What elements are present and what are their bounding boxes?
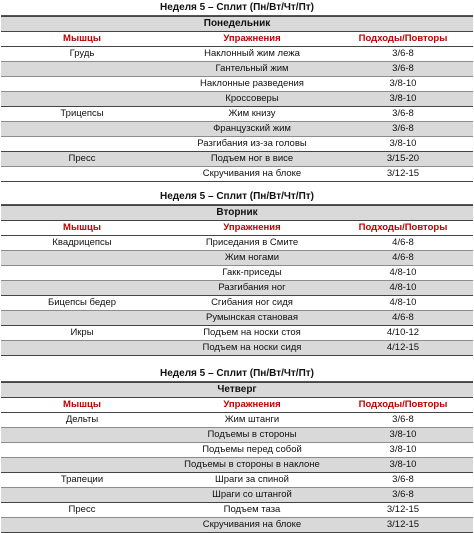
muscle-cell: Пресс <box>68 504 96 515</box>
sets-cell: 4/6-8 <box>392 237 414 248</box>
exercise-cell: Приседания в Смите <box>205 237 299 248</box>
table-row <box>1 518 473 533</box>
exercise-cell: Разгибания ног <box>218 282 286 293</box>
sets-cell: 3/12-15 <box>386 504 420 515</box>
sets-cell: 3/6-8 <box>392 108 414 119</box>
sets-cell: 3/12-15 <box>386 519 420 530</box>
table-row <box>1 503 473 518</box>
sets-cell: 3/6-8 <box>392 474 414 485</box>
column-header-row <box>1 221 473 236</box>
table-row <box>1 488 473 503</box>
muscle-cell: Дельты <box>65 414 99 425</box>
sets-cell: 3/6-8 <box>392 48 414 59</box>
table-row <box>1 77 473 92</box>
sets-cell: 4/10-12 <box>386 327 420 338</box>
sets-cell: 3/8-10 <box>389 138 417 149</box>
sets-cell: 4/8-10 <box>389 297 417 308</box>
exercise-cell: Скручивания на блоке <box>202 519 302 530</box>
sets-cell: 4/8-10 <box>389 282 417 293</box>
table-row <box>1 236 473 251</box>
sets-cell: 3/6-8 <box>392 489 414 500</box>
header-sets: Подходы/Повторы <box>358 399 448 410</box>
muscle-cell: Трапеции <box>60 474 104 485</box>
exercise-cell: Наклонный жим лежа <box>204 48 300 59</box>
sets-cell: 3/8-10 <box>389 78 417 89</box>
exercise-cell: Подъем на носки стоя <box>203 327 301 338</box>
header-muscles: Мышцы <box>63 222 101 233</box>
exercise-cell: Шраги за спиной <box>214 474 289 485</box>
table-row <box>1 167 473 182</box>
muscle-cell: Трицепсы <box>60 108 104 119</box>
exercise-cell: Подъем ног в висе <box>210 153 294 164</box>
day-label: Понедельник <box>1 16 473 32</box>
exercise-cell: Наклонные разведения <box>200 78 304 89</box>
muscle-cell: Грудь <box>69 48 95 59</box>
sets-cell: 3/6-8 <box>392 123 414 134</box>
exercise-cell: Жим штанги <box>224 414 280 425</box>
table-row <box>1 92 473 107</box>
exercise-cell: Румынская становая <box>206 312 298 323</box>
sets-cell: 3/8-10 <box>389 444 417 455</box>
section-monday <box>1 1 473 182</box>
table-row <box>1 152 473 167</box>
exercise-cell: Подъем таза <box>223 504 281 515</box>
table-row <box>1 47 473 62</box>
table-row <box>1 443 473 458</box>
column-header-row <box>1 32 473 47</box>
muscle-cell: Пресс <box>68 153 96 164</box>
table-row <box>1 251 473 266</box>
section-title: Неделя 5 – Сплит (Пн/Вт/Чт/Пт) <box>1 367 473 382</box>
table-row <box>1 326 473 341</box>
table-row <box>1 266 473 281</box>
day-label: Вторник <box>1 205 473 221</box>
muscle-cell: Икры <box>70 327 94 338</box>
section-tuesday <box>1 190 473 356</box>
header-muscles: Мышцы <box>63 399 101 410</box>
exercise-cell: Французский жим <box>213 123 291 134</box>
table-row <box>1 473 473 488</box>
section-title: Неделя 5 – Сплит (Пн/Вт/Чт/Пт) <box>1 190 473 205</box>
sets-cell: 4/6-8 <box>392 252 414 263</box>
sets-cell: 3/8-10 <box>389 459 417 470</box>
header-sets: Подходы/Повторы <box>358 33 448 44</box>
sets-cell: 3/8-10 <box>389 429 417 440</box>
sets-cell: 4/6-8 <box>392 312 414 323</box>
muscle-cell: Квадрицепсы <box>52 237 112 248</box>
table-row <box>1 341 473 356</box>
exercise-cell: Жим книзу <box>228 108 276 119</box>
muscle-cell: Бицепсы бедер <box>47 297 117 308</box>
table-row <box>1 413 473 428</box>
table-row <box>1 62 473 77</box>
table-row <box>1 458 473 473</box>
table-row <box>1 122 473 137</box>
exercise-cell: Кроссоверы <box>225 93 279 104</box>
exercise-cell: Подъем на носки сидя <box>202 342 302 353</box>
exercise-cell: Подъемы перед собой <box>202 444 302 455</box>
sets-cell: 3/12-15 <box>386 168 420 179</box>
exercise-cell: Скручивания на блоке <box>202 168 302 179</box>
table-row <box>1 281 473 296</box>
day-label: Четверг <box>1 382 473 398</box>
column-header-row <box>1 398 473 413</box>
sets-cell: 3/6-8 <box>392 63 414 74</box>
header-exercises: Упражнения <box>223 33 281 44</box>
header-exercises: Упражнения <box>223 222 281 233</box>
sets-cell: 3/6-8 <box>392 414 414 425</box>
table-row <box>1 311 473 326</box>
sets-cell: 3/8-10 <box>389 93 417 104</box>
table-row <box>1 137 473 152</box>
exercise-cell: Сгибания ног сидя <box>211 297 293 308</box>
sets-cell: 3/15-20 <box>386 153 420 164</box>
sets-cell: 4/12-15 <box>386 342 420 353</box>
exercise-cell: Подъемы в стороны <box>207 429 297 440</box>
exercise-cell: Жим ногами <box>224 252 280 263</box>
exercise-cell: Гантельный жим <box>215 63 289 74</box>
exercise-cell: Шраги со штангой <box>212 489 292 500</box>
table-row <box>1 107 473 122</box>
exercise-cell: Подъемы в стороны в наклоне <box>184 459 320 470</box>
exercise-cell: Гакк-приседы <box>222 267 282 278</box>
header-exercises: Упражнения <box>223 399 281 410</box>
section-title: Неделя 5 – Сплит (Пн/Вт/Чт/Пт) <box>1 1 473 16</box>
header-muscles: Мышцы <box>63 33 101 44</box>
section-thursday <box>1 367 473 533</box>
table-row <box>1 296 473 311</box>
sets-cell: 4/8-10 <box>389 267 417 278</box>
exercise-cell: Разгибания из-за головы <box>197 138 307 149</box>
table-row <box>1 428 473 443</box>
header-sets: Подходы/Повторы <box>358 222 448 233</box>
